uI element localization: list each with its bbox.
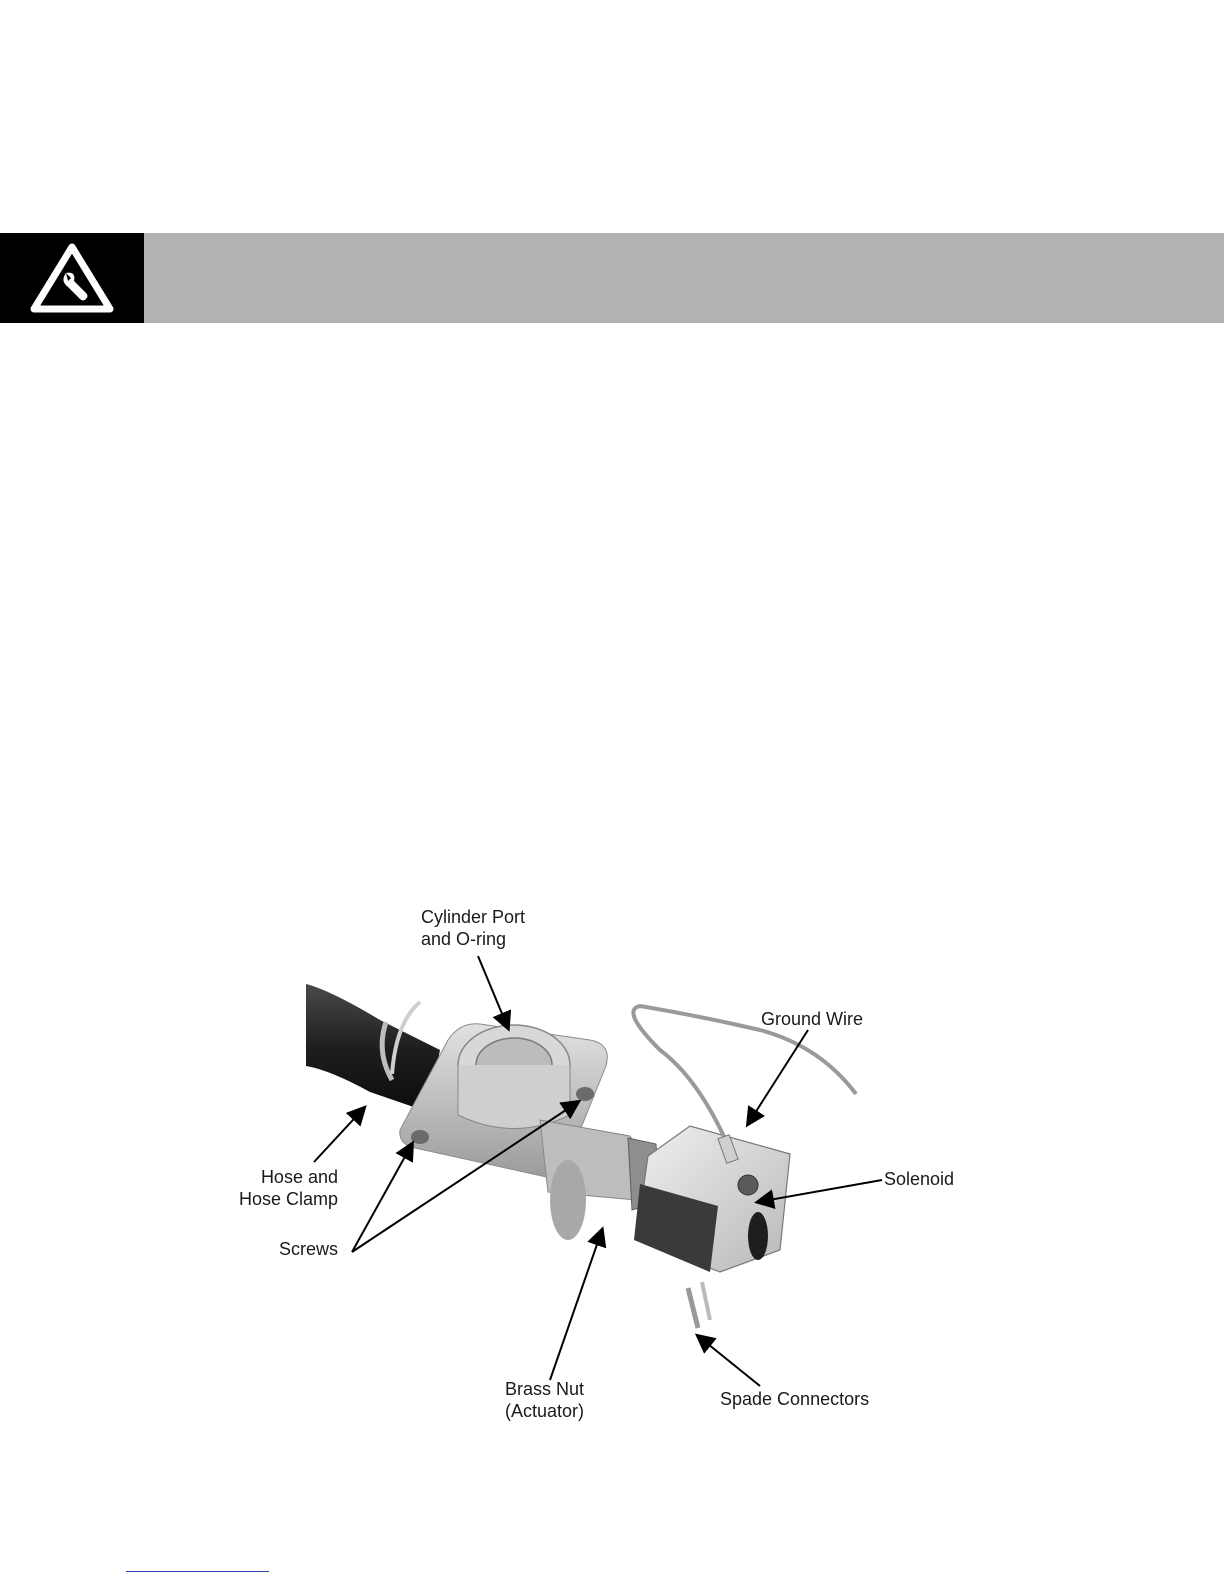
banner-icon-box — [0, 233, 144, 323]
callout-ground-wire: Ground Wire — [761, 1009, 864, 1029]
valve-assembly-illustration — [0, 880, 1224, 1460]
callout-solenoid: Solenoid — [884, 1169, 955, 1189]
callout-cylinder-port: Cylinder Port and O-ring — [421, 907, 526, 949]
callout-brass-nut: Brass Nut (Actuator) — [505, 1379, 585, 1421]
section-banner — [0, 233, 1224, 323]
callout-spade-connectors: Spade Connectors — [720, 1389, 870, 1409]
footer-rule — [126, 1571, 269, 1572]
warning-triangle-wrench-icon — [30, 243, 114, 313]
callout-screws: Screws — [279, 1239, 339, 1259]
callout-hose-clamp: Hose and Hose Clamp — [238, 1167, 338, 1209]
valve-assembly-figure — [0, 880, 1224, 1460]
